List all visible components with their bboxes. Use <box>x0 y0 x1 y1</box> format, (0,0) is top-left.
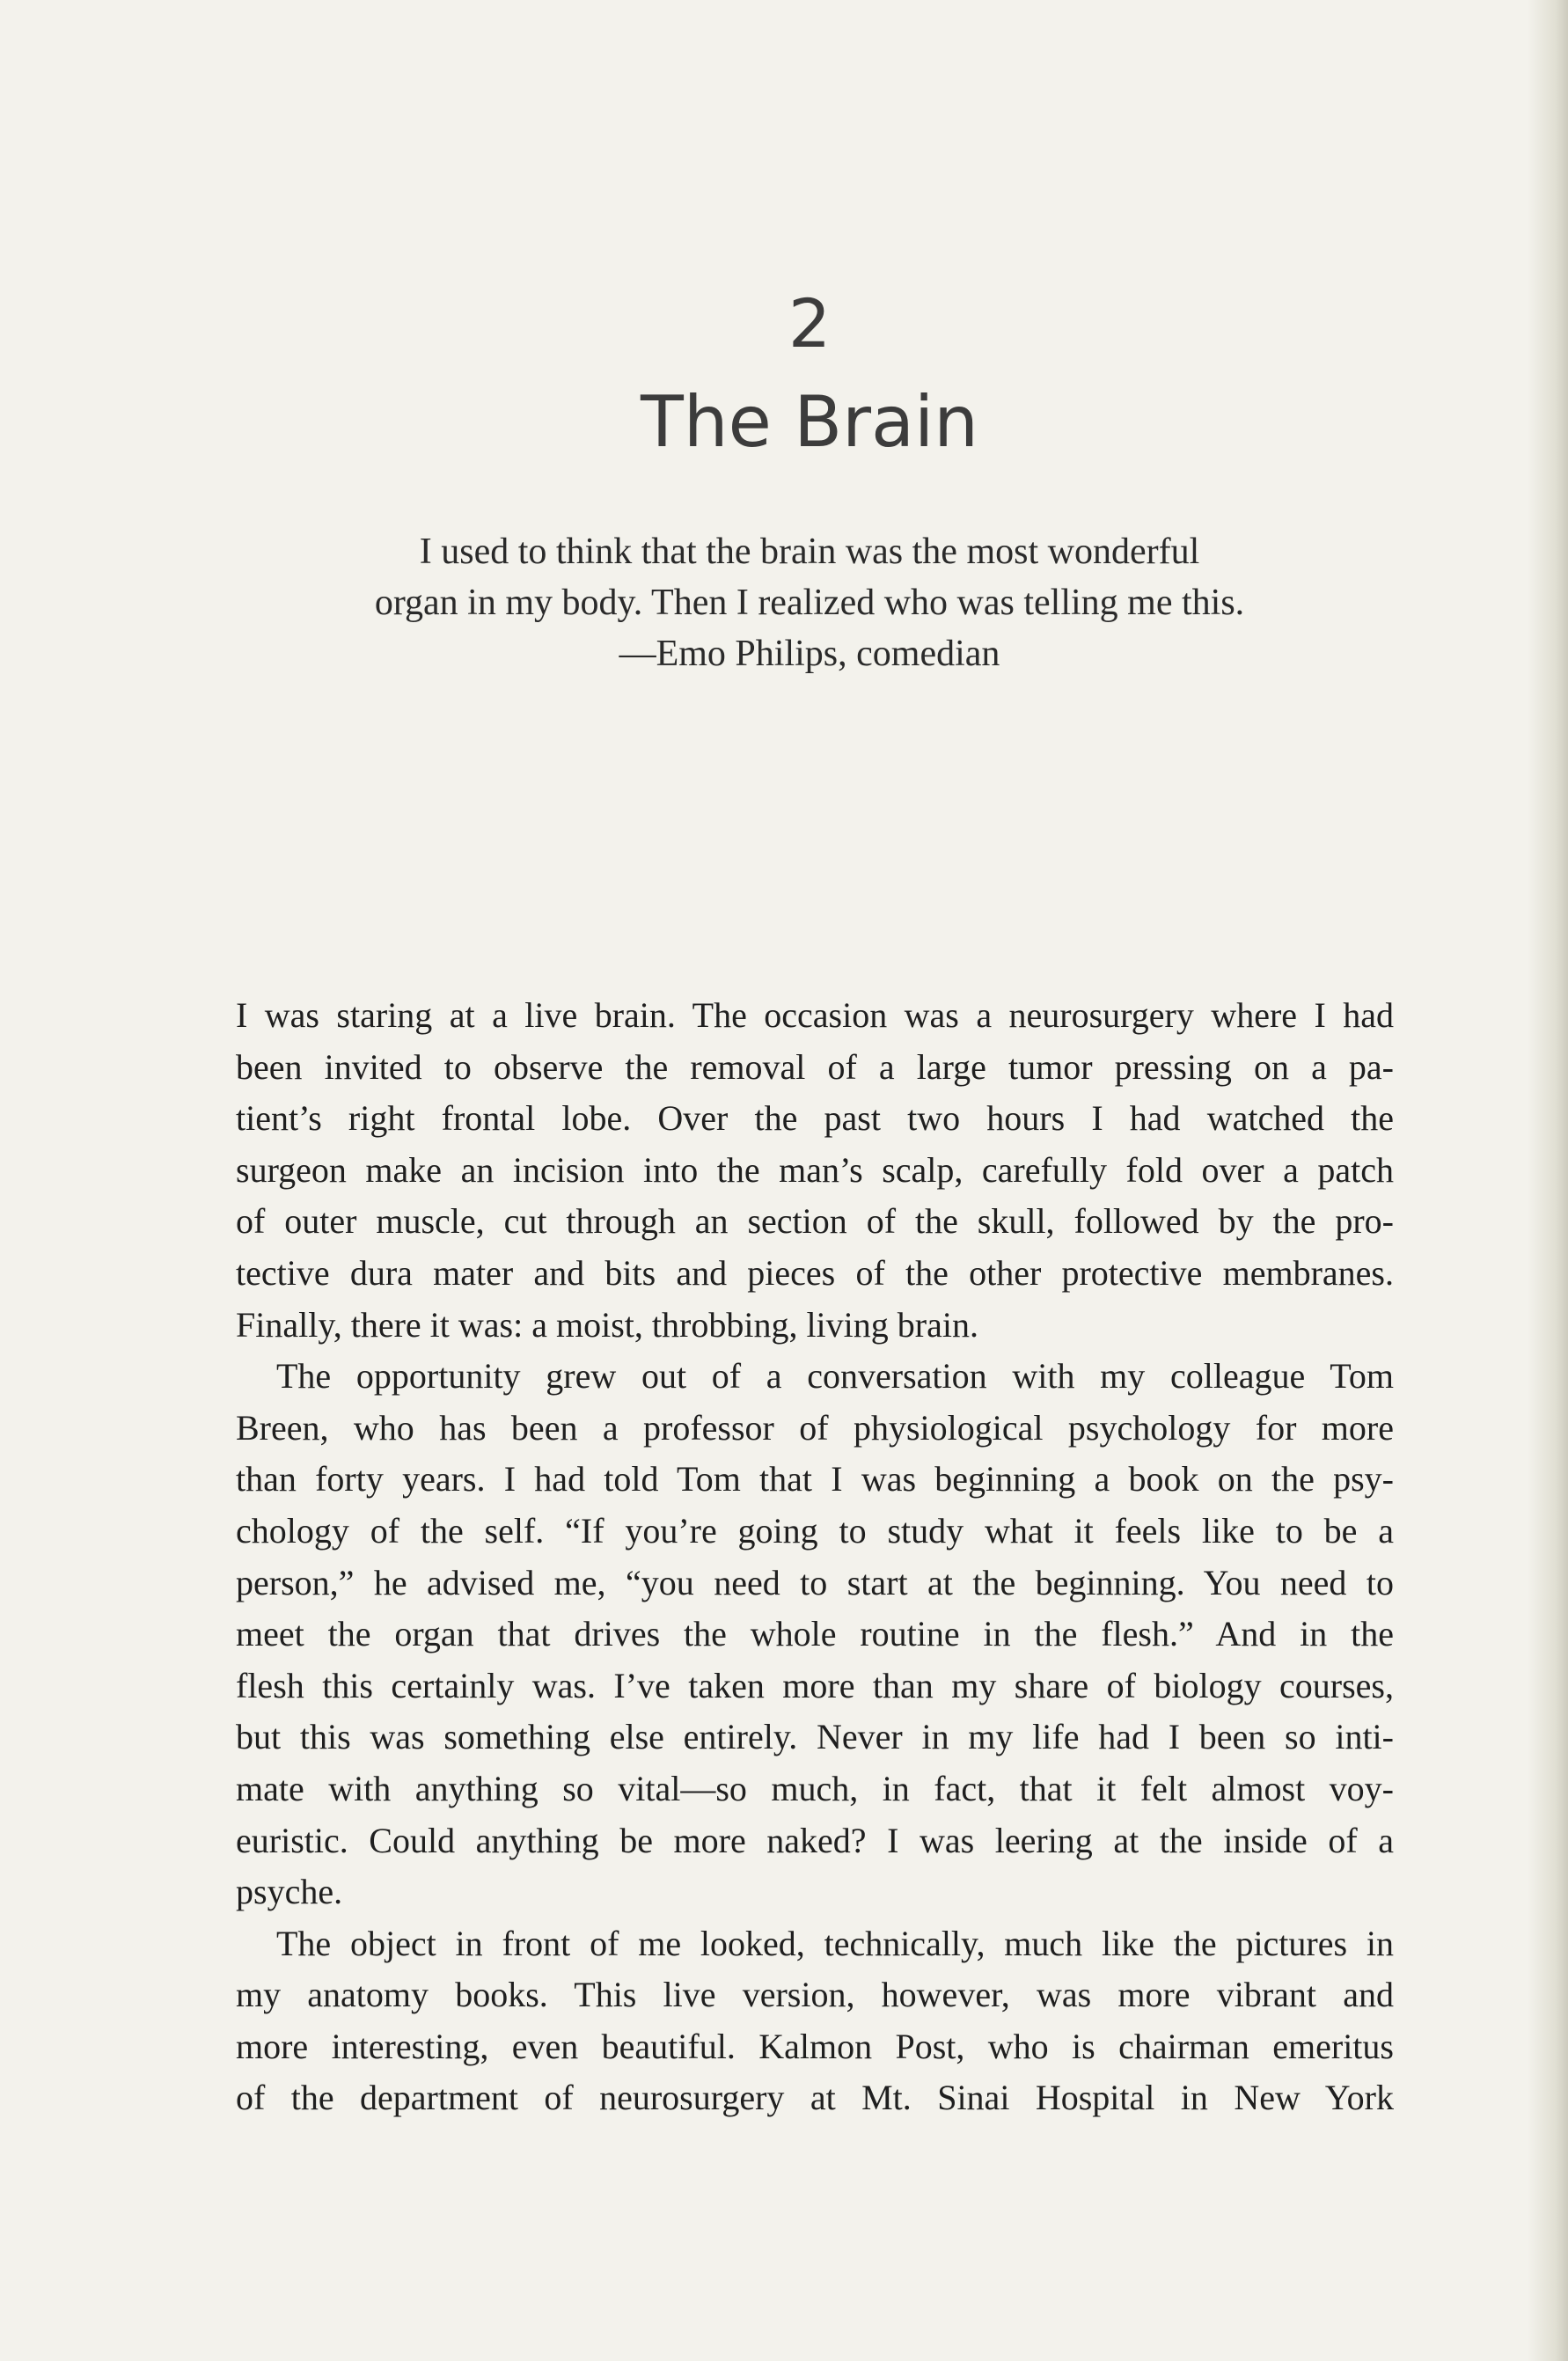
body-line: been invited to observe the removal of a large tumor pressing on a pa- <box>236 1046 1394 1087</box>
body-line: euristic. Could anything be more naked? I was leering at the inside of a <box>236 1820 1394 1860</box>
body-line: tective dura mater and bits and pieces of the other protective membranes. <box>236 1252 1394 1293</box>
body-line: I was staring at a live brain. The occasion was a neurosurgery where I had <box>236 995 1394 1035</box>
body-line: The opportunity grew out of a conversation with my colleague Tom <box>276 1356 1394 1397</box>
body-line: than forty years. I had told Tom that I was beginning a book on the psy- <box>236 1459 1394 1499</box>
chapter-title: The Brain <box>641 381 978 463</box>
epigraph-line: I used to think that the brain was the most wonderful <box>419 532 1200 572</box>
body-line: but this was something else entirely. Never in my life had I been so inti- <box>236 1717 1394 1757</box>
body-line: psyche. <box>236 1872 343 1912</box>
body-line: of outer muscle, cut through an section of the skull, followed by the pro- <box>236 1201 1394 1242</box>
body-line: Breen, who has been a professor of physiological psychology for more <box>236 1407 1394 1448</box>
epigraph-attribution: —Emo Philips, comedian <box>619 634 1000 674</box>
body-line: flesh this certainly was. I’ve taken more than my share of biology courses, <box>236 1665 1394 1705</box>
epigraph-line: organ in my body. Then I realized who was telling me this. <box>374 583 1245 623</box>
body-line: Finally, there it was: a moist, throbbing, living brain. <box>236 1304 978 1345</box>
body-line: mate with anything so vital—so much, in fact, that it felt almost voy- <box>236 1768 1394 1808</box>
body-line: my anatomy books. This live version, however, was more vibrant and <box>236 1975 1394 2015</box>
body-line: more interesting, even beautiful. Kalmon Post, who is chairman emeritus <box>236 2026 1394 2066</box>
body-line: tient’s right frontal lobe. Over the past two hours I had watched the <box>236 1098 1394 1139</box>
body-line: The object in front of me looked, technically, much like the pictures in <box>276 1923 1394 1963</box>
body-line: of the department of neurosurgery at Mt. Sinai Hospital in New York <box>236 2078 1394 2118</box>
body-line: chology of the self. “If you’re going to study what it feels like to be a <box>236 1510 1394 1551</box>
body-line: person,” he advised me, “you need to start at the beginning. You need to <box>236 1562 1394 1602</box>
epigraph <box>0 526 1568 679</box>
body-line: meet the organ that drives the whole routine in the flesh.” And in the <box>236 1614 1394 1654</box>
chapter-number: 2 <box>788 284 832 363</box>
body-line: surgeon make an incision into the man’s scalp, carefully fold over a patch <box>236 1149 1394 1190</box>
body-text <box>236 990 1394 2124</box>
